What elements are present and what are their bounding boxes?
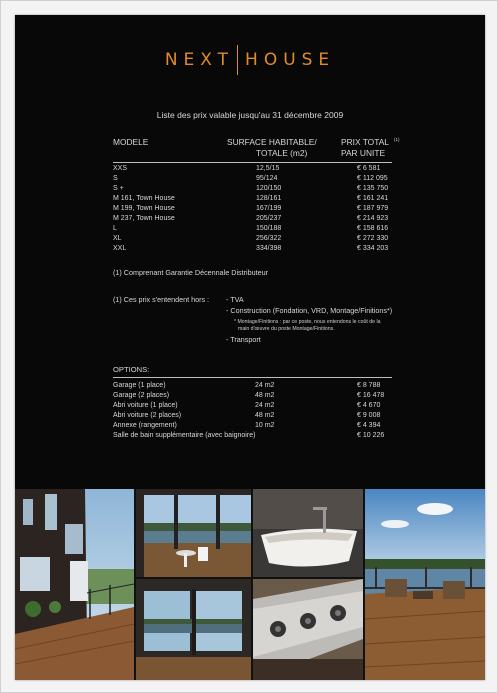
model-surface: 205/237 <box>256 215 282 222</box>
option-surface: 48 m2 <box>255 392 275 399</box>
option-row <box>113 421 403 431</box>
option-price: € 16 478 <box>357 392 385 399</box>
option-row <box>113 391 403 401</box>
table-row <box>113 244 403 254</box>
model-price: € 187 979 <box>357 205 389 212</box>
option-name: Garage (2 places) <box>113 392 170 399</box>
model-price: € 161 241 <box>357 195 389 202</box>
model-name: XL <box>113 235 122 242</box>
model-surface: 12,5/15 <box>256 165 280 172</box>
header-surface-line2: TOTALE (m2) <box>256 148 308 158</box>
table-row <box>113 224 403 234</box>
option-surface: 24 m2 <box>255 382 275 389</box>
model-surface: 256/322 <box>256 235 282 242</box>
header-rule <box>113 162 392 163</box>
model-name: L <box>113 225 117 232</box>
model-price: € 135 750 <box>357 185 389 192</box>
model-name: XXL <box>113 245 127 252</box>
table-row <box>113 184 403 194</box>
photo-glass-wall <box>136 579 251 680</box>
model-surface: 95/124 <box>256 175 278 182</box>
table-row <box>113 204 403 214</box>
photo-house-exterior <box>15 489 134 680</box>
option-name: Salle de bain supplémentaire (avec baignoire) <box>113 432 256 439</box>
option-price: € 9 008 <box>357 412 381 419</box>
footnote-guarantee: (1) Comprenant Garantie Décennale Distributeur <box>113 268 269 277</box>
header-surface-line1: SURFACE HABITABLE/ <box>227 137 317 147</box>
model-name: XXS <box>113 165 128 172</box>
option-name: Annexe (rangement) <box>113 422 177 429</box>
photo-bathtub <box>253 489 363 577</box>
option-name: Abri voiture (1 place) <box>113 402 178 409</box>
option-surface: 24 m2 <box>255 402 275 409</box>
option-row <box>113 381 403 391</box>
model-surface: 334/398 <box>256 245 282 252</box>
brand-name-left: NEXT <box>164 50 235 70</box>
model-price: € 214 923 <box>357 215 389 222</box>
model-price: € 6 581 <box>357 165 381 172</box>
header-modele: MODELE <box>113 137 149 147</box>
model-name: M 161, Town House <box>113 195 175 202</box>
exclusions-intro: (1) Ces prix s'entendent hors : <box>113 295 210 304</box>
table-row <box>113 164 403 174</box>
option-name: Garage (1 place) <box>113 382 166 389</box>
model-price: € 334 203 <box>357 245 389 252</box>
exclusion-item: - Construction (Fondation, VRD, Montage/Finitions*) <box>226 306 393 315</box>
brand-logo <box>15 45 485 75</box>
table-row <box>113 214 403 224</box>
option-price: € 8 788 <box>357 382 381 389</box>
model-name: S + <box>113 185 124 192</box>
options-title: OPTIONS: <box>113 365 150 374</box>
model-name: M 237, Town House <box>113 215 175 222</box>
photo-kitchen-hob <box>253 579 363 680</box>
montage-note-line1: * Montage/Finitions : par ce poste, nous entendons le coût de la <box>234 319 381 325</box>
exclusion-item: - Transport <box>226 335 261 344</box>
option-name: Abri voiture (2 places) <box>113 412 182 419</box>
option-row <box>113 411 403 421</box>
option-row <box>113 401 403 411</box>
option-price: € 10 226 <box>357 432 385 439</box>
photo-interior-lake-view <box>136 489 251 577</box>
model-price: € 272 330 <box>357 235 389 242</box>
options-rule <box>113 377 392 378</box>
model-name: M 199, Town House <box>113 205 175 212</box>
price-list-sheet <box>15 15 485 680</box>
option-surface: 10 m2 <box>255 422 275 429</box>
option-price: € 4 394 <box>357 422 381 429</box>
price-list-subtitle: Liste des prix valable jusqu'au 31 décembre 2009 <box>156 110 344 120</box>
model-price: € 158 616 <box>357 225 389 232</box>
header-prix-footnote-mark: (1) <box>394 137 400 142</box>
model-surface: 128/161 <box>256 195 282 202</box>
photo-collage <box>15 489 485 680</box>
option-price: € 4 670 <box>357 402 381 409</box>
montage-note-line2: main d'œuvre du poste Montage/Finitions. <box>238 326 335 332</box>
model-surface: 120/150 <box>256 185 282 192</box>
brand-name-right: HOUSE <box>245 50 336 70</box>
model-name: S <box>113 175 118 182</box>
header-prix-line2: PAR UNITE <box>341 148 386 158</box>
model-price: € 112 095 <box>357 175 388 182</box>
option-row <box>113 431 403 441</box>
table-row <box>113 234 403 244</box>
header-prix-line1: PRIX TOTAL <box>341 137 389 147</box>
exclusion-item: - TVA <box>226 295 244 304</box>
model-surface: 150/188 <box>256 225 282 232</box>
option-surface: 48 m2 <box>255 412 275 419</box>
table-row <box>113 194 403 204</box>
photo-deck-sea-view <box>365 489 485 680</box>
model-surface: 167/199 <box>256 205 282 212</box>
table-row <box>113 174 403 184</box>
logo-divider <box>237 45 238 75</box>
